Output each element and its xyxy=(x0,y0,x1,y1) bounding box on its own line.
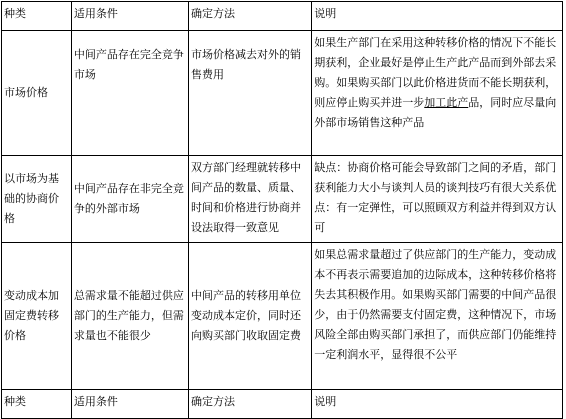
cell-condition-text: 中间产品存在完全竞争市场 xyxy=(73,48,184,81)
footer-cell-type: 种类 xyxy=(2,390,72,419)
header-cell-condition: 适用条件 xyxy=(71,2,188,31)
cell-method: 双方部门经理就转移中间产品的数量、质量、时间和价格进行协商并设法取得一致意见 xyxy=(188,156,311,243)
header-cell-note: 说明 xyxy=(312,2,563,31)
cell-note xyxy=(312,31,563,156)
cell-method: 中间产品的转移用单位变动成本定价，同时还向购买部门收取固定费 xyxy=(188,243,311,390)
table-header-row xyxy=(2,2,563,31)
transfer-price-table xyxy=(1,1,563,419)
note-underlined-text: 加工此产 xyxy=(424,96,469,109)
table-row xyxy=(2,243,563,390)
footer-cell-condition: 适用条件 xyxy=(71,390,188,419)
cell-type: 以市场为基础的协商价格 xyxy=(2,156,72,243)
table-row xyxy=(2,31,563,156)
footer-cell-method: 确定方法 xyxy=(188,390,311,419)
cell-note: 缺点：协商价格可能会导致部门之间的矛盾，部门获利能力大小与谈判人员的谈判技巧有很大关系优点：有一定弹性，可以照顾双方利益并得到双方认可 xyxy=(312,156,563,243)
table-footer-row xyxy=(2,390,563,419)
cell-method xyxy=(188,31,311,156)
header-cell-type: 种类 xyxy=(2,2,72,31)
footer-cell-note: 说明 xyxy=(312,390,563,419)
header-cell-method: 确定方法 xyxy=(188,2,311,31)
note-text: 如果生产部门在采用这种转移价格的情况下不能长期获利，企业最好是停止生产此产品而到外部去采购。如果购买部门以此价格进货而不能长期获利，则应停止购买并进一步 xyxy=(314,36,557,109)
note-text-continued: 品，同时应尽量向外部市场销售这种产品 xyxy=(314,96,557,129)
cell-note: 如果总需求量超过了供应部门的生产能力，变动成本不再表示需要追加的边际成本，这种转移价格将失去其积极作用。如果购买部门需要的中间产品很少，由于仍然需要支付固定费，这种情况下，市场风险全部由购买部门承担了，而供应部门仍能维持一定利润水平，显得很不公平 xyxy=(312,243,563,390)
cell-method-text: 市场价格减去对外的销售费用 xyxy=(190,48,301,81)
cell-type: 市场价格 xyxy=(2,31,72,156)
cell-condition: 总需求量不能超过供应部门的生产能力，但需求量也不能很少 xyxy=(71,243,188,390)
table-row xyxy=(2,156,563,243)
cell-condition: 中间产品存在非完全竞争的外部市场 xyxy=(71,156,188,243)
cell-type: 变动成本加固定费转移价格 xyxy=(2,243,72,390)
cell-condition xyxy=(71,31,188,156)
